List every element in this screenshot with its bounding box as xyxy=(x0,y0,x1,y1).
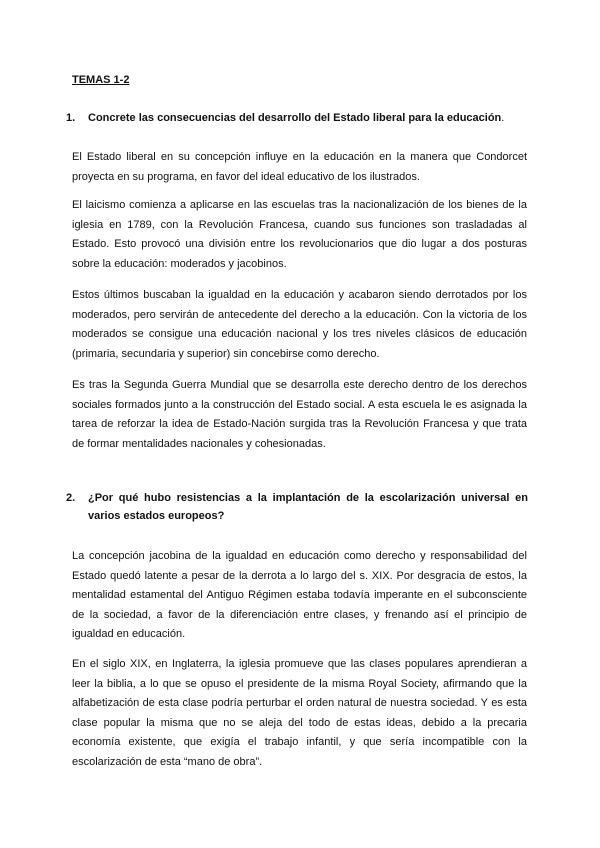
section-1-paragraph: Es tras la Segunda Guerra Mundial que se desarrolla este derecho dentro de los derechos sociales formados junto a la construcción del Estado social. A esta escuela le es asignada la tarea de reforzar la idea de Estado-Nación surgida tras la Revolución Francesa y que trata de formar mentalidades nacionales y cohesionadas. xyxy=(72,379,527,450)
section-1-number: 1. xyxy=(66,112,76,124)
section-2-question-text: ¿Por qué hubo resistencias a la implantación de la escolarización universal en varios estados europeos? xyxy=(88,492,528,522)
page-title: TEMAS 1-2 xyxy=(72,74,130,86)
section-1-paragraph: El Estado liberal en su concepción influye en la educación en la manera que Condorcet proyecta en su programa, en favor del ideal educativo de los ilustrados. xyxy=(72,151,527,183)
section-1-paragraph: El laicismo comienza a aplicarse en las escuelas tras la nacionalización de los bienes de la iglesia en 1789, con la Revolución Francesa, cuando sus funciones son trasladadas al Estado. Esto provocó una división entre los revolucionarios que dio lugar a dos posturas sobre la educación: moderados y jacobinos. xyxy=(72,199,527,270)
section-2-number: 2. xyxy=(66,492,76,504)
section-1-question-suffix: . xyxy=(501,112,505,124)
section-1-question xyxy=(66,109,528,127)
section-2-question xyxy=(66,489,528,525)
section-2-paragraph: En el siglo XIX, en Inglaterra, la iglesia promueve que las clases populares aprendieran a leer la biblia, a lo que se opuso el presidente de la misma Royal Society, afirmando que la alfabetización de esta clase podría perturbar el orden natural de nuestra sociedad. Y es esta clase popular la misma que no se aleja del todo de estas ideas, debido a la precaria economía existente, que exigía el trabajo infantil, y que sería incompatible con la escolarización de esta “mano de obra”. xyxy=(72,658,527,768)
section-1-paragraph: Estos últimos buscaban la igualdad en la educación y acabaron siendo derrotados por los moderados, pero servirán de antecedente del derecho a la educación. Con la victoria de los moderados se consigue una educación nacional y los tres niveles clásicos de educación (primaria, secundaria y superior) sin concebirse como derecho. xyxy=(72,289,527,360)
section-2-paragraph: La concepción jacobina de la igualdad en educación como derecho y responsabilidad del Estado quedó latente a pesar de la derrota a lo largo del s. XIX. Por desgracia de estos, la mentalidad estamental del Antiguo Régimen estaba todavía imperante en el subconsciente de la sociedad, a favor de la diferenciación entre clases, y frenando así el principio de igualdad en educación. xyxy=(72,550,527,640)
section-1-question-text: Concrete las consecuencias del desarrollo del Estado liberal para la educación xyxy=(88,112,502,124)
